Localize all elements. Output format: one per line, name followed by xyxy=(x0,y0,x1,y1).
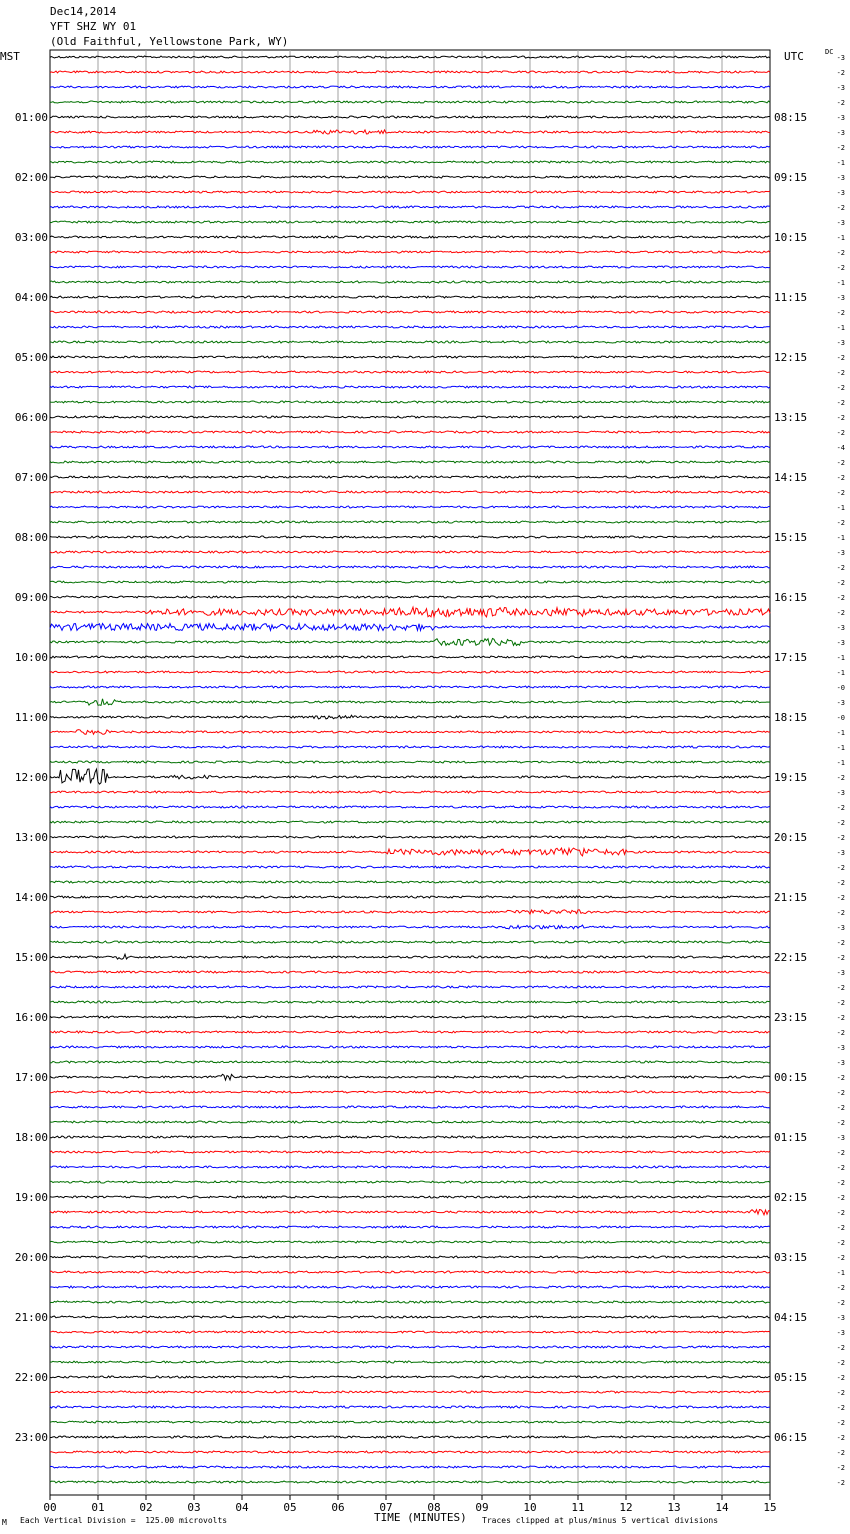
seismic-trace-15 xyxy=(50,266,770,268)
left-hour-label: 04:00 xyxy=(14,291,48,304)
dc-offset-label: -3 xyxy=(836,339,845,347)
dc-offset-label: -2 xyxy=(836,984,845,992)
left-hour-label: 13:00 xyxy=(14,831,48,844)
seismic-trace-77 xyxy=(50,1196,770,1198)
left-hour-label: 18:00 xyxy=(14,1131,48,1144)
dc-offset-label: -3 xyxy=(836,114,845,122)
seismic-trace-74 xyxy=(50,1151,770,1153)
seismic-trace-60 xyxy=(50,941,770,943)
dc-offset-label: -3 xyxy=(836,54,845,62)
dc-offset-label: -1 xyxy=(836,159,845,167)
seismic-trace-84 xyxy=(50,1301,770,1303)
x-tick-label: 10 xyxy=(523,1501,537,1514)
dc-offset-label: -3 xyxy=(836,849,845,857)
dc-offset-label: -3 xyxy=(836,789,845,797)
right-hour-label: 00:15 xyxy=(774,1071,808,1084)
seismic-trace-28 xyxy=(50,461,770,463)
dc-offset-label: -0 xyxy=(836,714,845,722)
left-hour-label: 07:00 xyxy=(14,471,48,484)
seismic-trace-62 xyxy=(50,971,770,973)
dc-offset-label: -3 xyxy=(836,924,845,932)
dc-offset-label: -2 xyxy=(836,69,845,77)
right-hour-label: 04:15 xyxy=(774,1311,808,1324)
x-tick-label: 09 xyxy=(475,1501,489,1514)
dc-offset-header: DC xyxy=(825,48,834,56)
dc-offset-label: -3 xyxy=(836,1044,845,1052)
dc-offset-label: -3 xyxy=(836,1329,845,1337)
dc-offset-label: -3 xyxy=(836,699,845,707)
seismic-trace-2 xyxy=(50,71,770,73)
left-hour-label: 06:00 xyxy=(14,411,48,424)
left-hour-label: 10:00 xyxy=(14,651,48,664)
dc-offset-label: -4 xyxy=(836,444,845,452)
dc-offset-label: -2 xyxy=(836,1434,845,1442)
dc-offset-label: -1 xyxy=(836,1269,845,1277)
left-hour-label: 11:00 xyxy=(14,711,48,724)
seismic-trace-46 xyxy=(50,730,770,735)
seismic-trace-65 xyxy=(50,1016,770,1018)
dc-offset-label: -2 xyxy=(836,594,845,602)
seismic-trace-38 xyxy=(50,607,770,617)
seismic-trace-83 xyxy=(50,1286,770,1288)
seismic-trace-5 xyxy=(50,116,770,118)
x-tick-label: 03 xyxy=(187,1501,201,1514)
dc-offset-label: -2 xyxy=(836,1299,845,1307)
seismic-trace-75 xyxy=(50,1166,770,1168)
vertical-division-note: Each Vertical Division = 125.00 microvolts xyxy=(20,1516,228,1525)
seismic-trace-81 xyxy=(50,1256,770,1258)
right-hour-label: 08:15 xyxy=(774,111,808,124)
dc-offset-label: -3 xyxy=(836,1314,845,1322)
seismic-trace-35 xyxy=(50,566,770,568)
seismic-trace-64 xyxy=(50,1001,770,1003)
dc-offset-label: -3 xyxy=(836,219,845,227)
left-timezone-label: MST xyxy=(0,50,20,63)
seismic-trace-82 xyxy=(50,1271,770,1273)
dc-offset-label: -1 xyxy=(836,534,845,542)
seismic-trace-11 xyxy=(50,206,770,208)
left-hour-label: 03:00 xyxy=(14,231,48,244)
dc-offset-label: -2 xyxy=(836,864,845,872)
seismic-trace-72 xyxy=(50,1121,770,1123)
dc-offset-label: -2 xyxy=(836,579,845,587)
right-hour-label: 17:15 xyxy=(774,651,808,664)
seismic-trace-6 xyxy=(50,130,770,134)
seismic-trace-17 xyxy=(50,296,770,298)
dc-offset-label: -2 xyxy=(836,939,845,947)
x-tick-label: 08 xyxy=(427,1501,441,1514)
right-hour-label: 15:15 xyxy=(774,531,808,544)
dc-offset-label: -3 xyxy=(836,969,845,977)
dc-offset-label: -2 xyxy=(836,1029,845,1037)
dc-offset-label: -3 xyxy=(836,84,845,92)
dc-offset-label: -2 xyxy=(836,894,845,902)
left-hour-label: 23:00 xyxy=(14,1431,48,1444)
left-hour-label: 02:00 xyxy=(14,171,48,184)
dc-offset-label: -3 xyxy=(836,639,845,647)
dc-offset-label: -2 xyxy=(836,1254,845,1262)
x-tick-label: 14 xyxy=(715,1501,729,1514)
dc-offset-label: -2 xyxy=(836,519,845,527)
seismic-trace-19 xyxy=(50,326,770,328)
dc-offset-label: -2 xyxy=(836,819,845,827)
seismic-trace-27 xyxy=(50,446,770,448)
dc-offset-label: -1 xyxy=(836,729,845,737)
seismic-trace-85 xyxy=(50,1316,770,1318)
seismic-trace-16 xyxy=(50,281,770,283)
seismic-trace-40 xyxy=(50,639,770,646)
right-hour-label: 18:15 xyxy=(774,711,808,724)
seismic-trace-59 xyxy=(50,925,770,929)
seismic-trace-14 xyxy=(50,251,770,253)
dc-offset-label: -2 xyxy=(836,264,845,272)
station-code: YFT SHZ WY 01 xyxy=(50,20,137,33)
seismic-trace-68 xyxy=(50,1061,770,1063)
left-hour-label: 05:00 xyxy=(14,351,48,364)
right-hour-label: 02:15 xyxy=(774,1191,808,1204)
seismic-trace-49 xyxy=(50,769,770,784)
seismic-trace-4 xyxy=(50,101,770,103)
left-hour-label: 14:00 xyxy=(14,891,48,904)
seismic-trace-10 xyxy=(50,191,770,193)
right-hour-label: 19:15 xyxy=(774,771,808,784)
seismic-trace-63 xyxy=(50,986,770,988)
seismic-trace-54 xyxy=(50,848,770,856)
dc-offset-label: -2 xyxy=(836,1104,845,1112)
right-hour-label: 11:15 xyxy=(774,291,808,304)
dc-offset-label: -2 xyxy=(836,1359,845,1367)
right-hour-label: 09:15 xyxy=(774,171,808,184)
dc-offset-label: -3 xyxy=(836,189,845,197)
x-tick-label: 13 xyxy=(667,1501,681,1514)
x-tick-label: 00 xyxy=(43,1501,57,1514)
seismic-trace-86 xyxy=(50,1331,770,1333)
left-hour-label: 01:00 xyxy=(14,111,48,124)
right-hour-label: 03:15 xyxy=(774,1251,808,1264)
seismic-trace-76 xyxy=(50,1181,770,1183)
dc-offset-label: -2 xyxy=(836,1479,845,1487)
dc-offset-label: -2 xyxy=(836,474,845,482)
dc-offset-label: -2 xyxy=(836,414,845,422)
seismic-trace-52 xyxy=(50,821,770,823)
dc-offset-label: -2 xyxy=(836,204,845,212)
seismic-trace-26 xyxy=(50,431,770,433)
seismic-trace-92 xyxy=(50,1421,770,1423)
dc-offset-label: -2 xyxy=(836,1344,845,1352)
dc-offset-label: -2 xyxy=(836,99,845,107)
right-hour-label: 10:15 xyxy=(774,231,808,244)
dc-offset-label: -1 xyxy=(836,279,845,287)
seismic-trace-45 xyxy=(50,715,770,719)
seismic-trace-33 xyxy=(50,536,770,538)
left-hour-label: 20:00 xyxy=(14,1251,48,1264)
dc-offset-label: -3 xyxy=(836,549,845,557)
dc-offset-label: -3 xyxy=(836,1059,845,1067)
seismic-trace-91 xyxy=(50,1406,770,1408)
seismic-trace-70 xyxy=(50,1091,770,1093)
dc-offset-label: -2 xyxy=(836,954,845,962)
dc-offset-label: -2 xyxy=(836,1224,845,1232)
seismic-trace-18 xyxy=(50,311,770,313)
seismic-trace-37 xyxy=(50,596,770,598)
left-hour-label: 08:00 xyxy=(14,531,48,544)
dc-offset-label: -2 xyxy=(836,1389,845,1397)
dc-offset-label: -2 xyxy=(836,429,845,437)
seismic-trace-88 xyxy=(50,1361,770,1363)
seismic-trace-69 xyxy=(50,1074,770,1080)
dc-offset-label: -3 xyxy=(836,294,845,302)
x-tick-label: 05 xyxy=(283,1501,297,1514)
dc-offset-label: -2 xyxy=(836,1419,845,1427)
dc-offset-label: -2 xyxy=(836,399,845,407)
dc-offset-label: -2 xyxy=(836,1014,845,1022)
clip-note: Traces clipped at plus/minus 5 vertical divisions xyxy=(482,1516,719,1525)
x-axis-label: TIME (MINUTES) xyxy=(374,1511,467,1524)
x-tick-label: 04 xyxy=(235,1501,249,1514)
dc-offset-label: -1 xyxy=(836,759,845,767)
dc-offset-label: -2 xyxy=(836,249,845,257)
seismic-trace-12 xyxy=(50,221,770,223)
dc-offset-label: -2 xyxy=(836,879,845,887)
seismic-trace-23 xyxy=(50,386,770,388)
right-hour-label: 22:15 xyxy=(774,951,808,964)
dc-offset-label: -3 xyxy=(836,174,845,182)
seismic-trace-22 xyxy=(50,371,770,373)
dc-offset-label: -2 xyxy=(836,1194,845,1202)
left-hour-label: 12:00 xyxy=(14,771,48,784)
x-tick-label: 11 xyxy=(571,1501,585,1514)
dc-offset-label: -2 xyxy=(836,1464,845,1472)
dc-offset-label: -2 xyxy=(836,1074,845,1082)
seismic-trace-42 xyxy=(50,671,770,673)
dc-offset-label: -0 xyxy=(836,684,845,692)
seismic-trace-96 xyxy=(50,1481,770,1483)
seismic-trace-21 xyxy=(50,356,770,358)
dc-offset-label: -2 xyxy=(836,609,845,617)
x-tick-label: 06 xyxy=(331,1501,345,1514)
seismic-trace-30 xyxy=(50,491,770,493)
seismic-trace-56 xyxy=(50,881,770,883)
seismic-trace-93 xyxy=(50,1436,770,1438)
seismic-trace-13 xyxy=(50,236,770,238)
dc-offset-label: -2 xyxy=(836,1209,845,1217)
seismic-trace-43 xyxy=(50,686,770,688)
x-tick-label: 07 xyxy=(379,1501,393,1514)
right-hour-label: 01:15 xyxy=(774,1131,808,1144)
right-hour-label: 21:15 xyxy=(774,891,808,904)
left-hour-label: 22:00 xyxy=(14,1371,48,1384)
plot-date: Dec14,2014 xyxy=(50,5,117,18)
seismic-trace-48 xyxy=(50,761,770,763)
dc-offset-label: -1 xyxy=(836,234,845,242)
seismic-trace-44 xyxy=(50,699,770,706)
seismic-trace-89 xyxy=(50,1376,770,1378)
right-timezone-label: UTC xyxy=(784,50,804,63)
dc-offset-label: -2 xyxy=(836,804,845,812)
seismic-trace-78 xyxy=(50,1210,770,1215)
left-hour-label: 09:00 xyxy=(14,591,48,604)
seismic-trace-87 xyxy=(50,1346,770,1348)
dc-offset-label: -2 xyxy=(836,1449,845,1457)
dc-offset-label: -1 xyxy=(836,669,845,677)
seismic-trace-73 xyxy=(50,1136,770,1138)
seismic-trace-41 xyxy=(50,656,770,658)
left-hour-label: 21:00 xyxy=(14,1311,48,1324)
dc-offset-label: -2 xyxy=(836,1239,845,1247)
seismic-trace-25 xyxy=(50,416,770,418)
dc-offset-label: -2 xyxy=(836,1179,845,1187)
dc-offset-label: -2 xyxy=(836,489,845,497)
dc-offset-label: -2 xyxy=(836,564,845,572)
seismic-trace-51 xyxy=(50,806,770,808)
seismic-trace-3 xyxy=(50,86,770,88)
seismic-trace-90 xyxy=(50,1391,770,1393)
dc-offset-label: -2 xyxy=(836,774,845,782)
seismic-trace-94 xyxy=(50,1451,770,1453)
seismic-trace-71 xyxy=(50,1106,770,1108)
seismic-trace-24 xyxy=(50,401,770,403)
station-location: (Old Faithful, Yellowstone Park, WY) xyxy=(50,35,289,48)
dc-offset-label: -2 xyxy=(836,909,845,917)
dc-offset-label: -2 xyxy=(836,1119,845,1127)
dc-offset-label: -2 xyxy=(836,999,845,1007)
dc-offset-label: -3 xyxy=(836,1134,845,1142)
dc-offset-label: -2 xyxy=(836,1374,845,1382)
dc-offset-label: -1 xyxy=(836,504,845,512)
x-tick-label: 02 xyxy=(139,1501,153,1514)
left-hour-label: 19:00 xyxy=(14,1191,48,1204)
seismic-trace-79 xyxy=(50,1226,770,1228)
dc-offset-label: -2 xyxy=(836,144,845,152)
corner-mark: M xyxy=(2,1518,7,1527)
left-hour-label: 17:00 xyxy=(14,1071,48,1084)
dc-offset-label: -2 xyxy=(836,1164,845,1172)
seismic-trace-55 xyxy=(50,866,770,868)
seismic-trace-50 xyxy=(50,791,770,793)
dc-offset-label: -2 xyxy=(836,354,845,362)
right-hour-label: 13:15 xyxy=(774,411,808,424)
dc-offset-label: -2 xyxy=(836,369,845,377)
seismic-trace-66 xyxy=(50,1031,770,1033)
seismic-trace-1 xyxy=(50,56,770,58)
dc-offset-label: -2 xyxy=(836,834,845,842)
dc-offset-label: -2 xyxy=(836,1149,845,1157)
right-hour-label: 06:15 xyxy=(774,1431,808,1444)
dc-offset-label: -2 xyxy=(836,1089,845,1097)
seismic-trace-57 xyxy=(50,896,770,898)
seismic-trace-39 xyxy=(50,624,770,631)
seismic-trace-58 xyxy=(50,910,770,914)
dc-offset-label: -1 xyxy=(836,744,845,752)
seismic-trace-29 xyxy=(50,476,770,478)
dc-offset-label: -1 xyxy=(836,654,845,662)
dc-offset-label: -2 xyxy=(836,309,845,317)
right-hour-label: 20:15 xyxy=(774,831,808,844)
seismic-trace-9 xyxy=(50,176,770,178)
right-hour-label: 16:15 xyxy=(774,591,808,604)
x-tick-label: 15 xyxy=(763,1501,777,1514)
seismic-trace-32 xyxy=(50,521,770,523)
seismic-trace-36 xyxy=(50,581,770,583)
seismic-trace-53 xyxy=(50,836,770,838)
left-hour-label: 15:00 xyxy=(14,951,48,964)
seismic-trace-47 xyxy=(50,746,770,748)
right-hour-label: 05:15 xyxy=(774,1371,808,1384)
dc-offset-label: -2 xyxy=(836,459,845,467)
dc-offset-label: -2 xyxy=(836,1284,845,1292)
seismic-trace-34 xyxy=(50,551,770,553)
dc-offset-label: -3 xyxy=(836,624,845,632)
right-hour-label: 12:15 xyxy=(774,351,808,364)
seismic-trace-95 xyxy=(50,1466,770,1468)
seismic-trace-67 xyxy=(50,1046,770,1048)
x-tick-label: 12 xyxy=(619,1501,633,1514)
left-hour-label: 16:00 xyxy=(14,1011,48,1024)
x-tick-label: 01 xyxy=(91,1501,105,1514)
seismic-trace-61 xyxy=(50,954,770,959)
dc-offset-label: -3 xyxy=(836,129,845,137)
right-hour-label: 14:15 xyxy=(774,471,808,484)
seismic-trace-80 xyxy=(50,1241,770,1243)
right-hour-label: 23:15 xyxy=(774,1011,808,1024)
dc-offset-label: -1 xyxy=(836,324,845,332)
dc-offset-label: -2 xyxy=(836,384,845,392)
seismic-trace-20 xyxy=(50,341,770,343)
seismic-trace-7 xyxy=(50,146,770,148)
seismic-trace-31 xyxy=(50,506,770,508)
seismic-trace-8 xyxy=(50,161,770,163)
dc-offset-label: -2 xyxy=(836,1404,845,1412)
